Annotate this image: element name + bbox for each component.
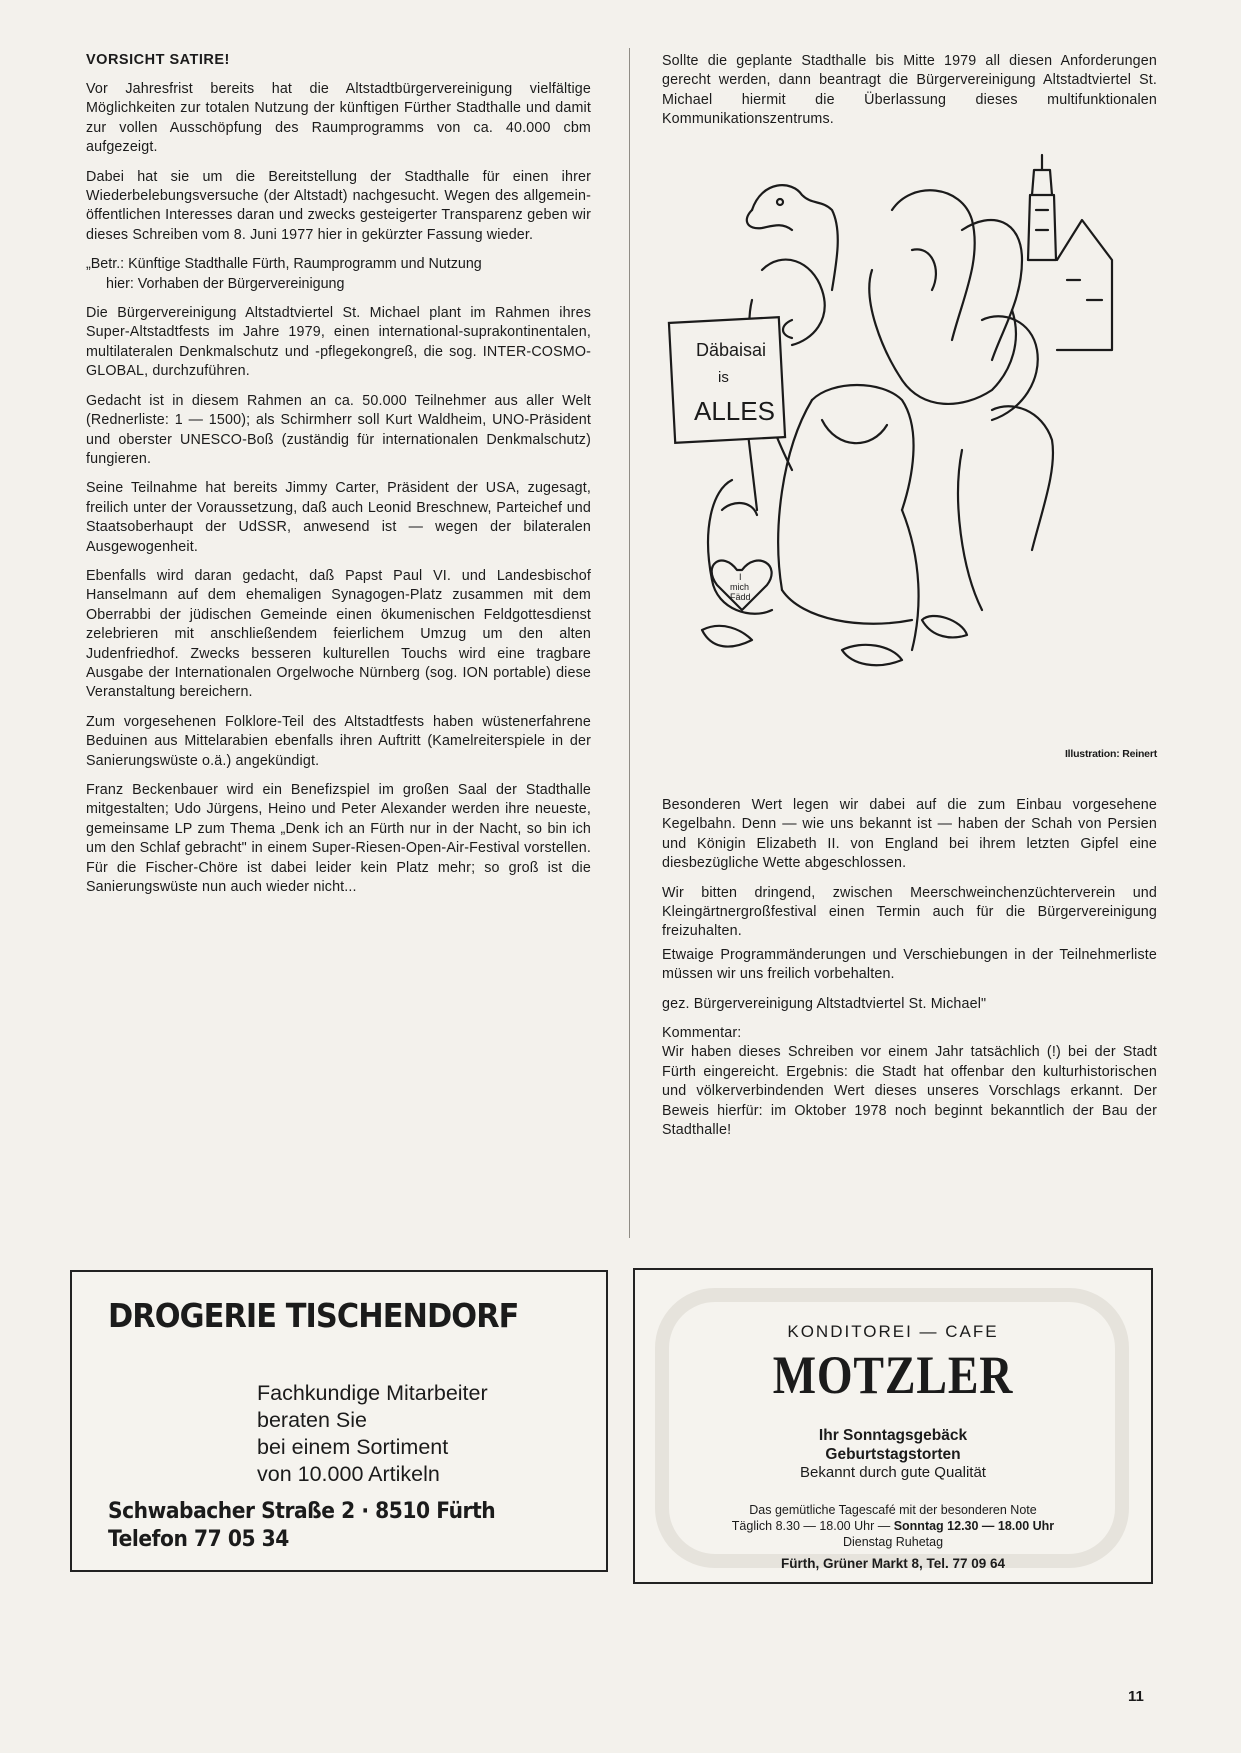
ad-line: Ihr Sonntagsgebäck xyxy=(818,1427,968,1444)
ad-kind: KONDITOREI — CAFE xyxy=(787,1322,999,1341)
monk-shape xyxy=(812,385,914,510)
paragraph: Etwaige Programmänderungen und Verschiebungen in der Teilnehmerliste müssen wir uns freilich vorbehalten. xyxy=(662,946,1157,983)
right-column xyxy=(662,52,1157,140)
heart-label xyxy=(730,572,751,602)
heart-text: I xyxy=(739,572,742,582)
ad-offer xyxy=(635,1426,1151,1464)
ad-name: MOTZLER xyxy=(772,1345,1014,1405)
paragraph: Sollte die geplante Stadthalle bis Mitte 1979 all diesen Anforderungen gerecht werden, dann beantragt die Bürgervereinigung Altstadtviertel St. Michael hiermit die Überlassung dieses multifunktionalen Kommunikationszentrums. xyxy=(662,53,1157,128)
paragraph: Dabei hat sie um die Bereitstellung der Stadthalle für einen ihrer Wiederbelebungsversuche (der Altstadt) nachgesucht. Wegen des allgemein-öffentlichen Interesses daran und zwecks gesteigerter Transparenz geben wir dieses Schreiben vom 8. Juni 1977 hier in gekürzter Fassung wieder. xyxy=(86,168,591,243)
tower-shape xyxy=(1028,155,1056,260)
ad-address xyxy=(108,1498,495,1554)
paragraph: Vor Jahresfrist bereits hat die Altstadtbürgervereinigung vielfältige Möglichkeiten zur totalen Nutzung der künftigen Fürther Stadthalle und damit zur vollen Ausschöpfung des Raumprogramms von ca. 40.000 cbm aufgezeigt. xyxy=(86,81,591,156)
camel-shape xyxy=(752,185,838,290)
column-divider xyxy=(629,48,630,1238)
ad-hours-sunday: Sonntag 12.30 — 18.00 Uhr xyxy=(893,1519,1055,1533)
ad-description xyxy=(257,1380,488,1488)
ad-line: Fachkundige Mitarbeiter xyxy=(257,1381,488,1405)
left-column xyxy=(86,52,591,907)
ad-closed-day: Dienstag Ruhetag xyxy=(842,1535,944,1549)
ad-line: beraten Sie xyxy=(257,1408,367,1432)
right-column-lower xyxy=(662,796,1157,1151)
ad-phone: Telefon 77 05 34 xyxy=(108,1527,289,1552)
ad-line: von 10.000 Artikeln xyxy=(257,1462,440,1486)
subject-line: „Betr.: Künftige Stadthalle Fürth, Raumprogramm und Nutzung xyxy=(86,256,482,273)
ad-line: Das gemütliche Tagescafé mit der besonderen Note xyxy=(749,1503,1037,1517)
comment-label: Kommentar: xyxy=(662,1025,742,1042)
ad-drogerie xyxy=(70,1270,608,1572)
paragraph: Die Bürgervereinigung Altstadtviertel St. Michael plant im Rahmen ihres Super-Altstadtfests im Jahre 1979, einen international-suprakontinentalen, multilateralen Denkmalschutz und -pflegekongreß, die sog. INTER-COSMO-GLOBAL, durchzuführen. xyxy=(86,305,591,380)
cartoon-illustration xyxy=(662,150,1142,750)
signature: gez. Bürgervereinigung Altstadtviertel St. Michael" xyxy=(662,995,987,1012)
paragraph: Wir haben dieses Schreiben vor einem Jahr tatsächlich (!) bei der Stadt Fürth eingereicht. Ergebnis: die Stadt hat offenbar den kulturhistorischen und völkerverbindenden Wert dieses unseres Vorschlags erkannt. Der Beweis hierfür: im Oktober 1978 noch beginnt bekanntlich der Bau der Stadthalle! xyxy=(662,1044,1157,1139)
subject-line: hier: Vorhaben der Bürgervereinigung xyxy=(106,275,345,292)
ad-address: Fürth, Grüner Markt 8, Tel. 77 09 64 xyxy=(780,1556,1006,1571)
heart-text: Fädd xyxy=(730,592,751,602)
heart-text: mich xyxy=(730,582,750,592)
figure-shape xyxy=(892,190,975,340)
ad-title: DROGERIE TISCHENDORF xyxy=(108,1296,519,1335)
sign-text: ALLES xyxy=(694,396,775,426)
ad-quality: Bekannt durch gute Qualität xyxy=(800,1464,986,1481)
ad-line: bei einem Sortiment xyxy=(257,1435,449,1459)
ad-address-line: Schwabacher Straße 2 · 8510 Fürth xyxy=(108,1499,496,1524)
article-heading: VORSICHT SATIRE! xyxy=(86,52,230,68)
ad-line: Geburtstagstorten xyxy=(825,1446,961,1463)
paragraph: Ebenfalls wird daran gedacht, daß Papst Paul VI. und Landesbischof Hanselmann auf dem ehemaligen Synagogen-Platz zusammen mit dem Oberrabbi der jüdischen Gemeinde einen ökumenischen Feldgottesdienst zelebrieren mit anschließendem feierlichem Umzug um den alten Judenfriedhof. Zwecks besseren kulturellen Touchs wird eine tragbare Ausgabe der Internationalen Orgelwoche Nürnberg (sog. ION portable) diese Veranstaltung bereichern. xyxy=(86,567,591,701)
page-number: 11 xyxy=(1128,1688,1144,1705)
sign-text: Däbaisai xyxy=(696,340,767,360)
sign-text: is xyxy=(718,369,729,386)
paragraph: Zum vorgesehenen Folklore-Teil des Altstadtfests haben wüstenerfahrene Beduinen aus Mittelarabien ebenfalls ihren Auftritt (Kamelreiterspiele in der Sanierungswüste o.ä.) angekündigt. xyxy=(86,713,591,769)
illustration-credit: Illustration: Reinert xyxy=(1064,748,1157,760)
paragraph: Franz Beckenbauer wird ein Benefizspiel im großen Saal der Stadthalle mitgestalten; Udo Jürgens, Heino und Peter Alexander werden ihre neueste, gemeinsame LP zum Thema „Denk ich an Fürth nur in der Nacht, so bin ich um den Schlaf gebracht" in einem Super-Riesen-Open-Air-Festival vorstellen. Für die Fischer-Chöre ist dabei leider kein Platz mehr; so groß ist die Sanierungswüste nun auch wieder nicht... xyxy=(86,782,591,896)
ad-hours xyxy=(635,1502,1151,1550)
ad-hours-daily: Täglich 8.30 — 18.00 Uhr — xyxy=(731,1519,891,1533)
paragraph: Seine Teilnahme hat bereits Jimmy Carter, Präsident der USA, zugesagt, freilich unter der Voraussetzung, daß auch Leonid Breschnew, Parteichef und Staatsoberhaupt der UdSSR, anwesend ist — wegen der bilateralen Ausgewogenheit. xyxy=(86,480,591,555)
paragraph: Gedacht ist in diesem Rahmen an ca. 50.000 Teilnehmer aus aller Welt (Rednerliste: 1 — 1500); als Schirmherr soll Kurt Waldheim, UNO-Präsident und oberster UNESCO-Boß (zuständig für internationalen Denkmalschutz) fungieren. xyxy=(86,392,591,467)
ad-motzler xyxy=(633,1268,1153,1584)
sandal-shape xyxy=(702,626,752,647)
protest-sign xyxy=(669,317,785,443)
letter-subject xyxy=(86,255,591,294)
paragraph: Besonderen Wert legen wir dabei auf die zum Einbau vorgesehene Kegelbahn. Denn — wie uns bekannt ist — haben der Schah von Persien und Königin Elizabeth II. von England bei ihrem letzten Gipfel eine diesbezügliche Wette abgeschlossen. xyxy=(662,797,1157,872)
paragraph: Wir bitten dringend, zwischen Meerschweinchenzüchterverein und Kleingärtnergroßfestival einen Termin auch für die Bürgervereinigung freizuhalten. xyxy=(662,884,1157,940)
